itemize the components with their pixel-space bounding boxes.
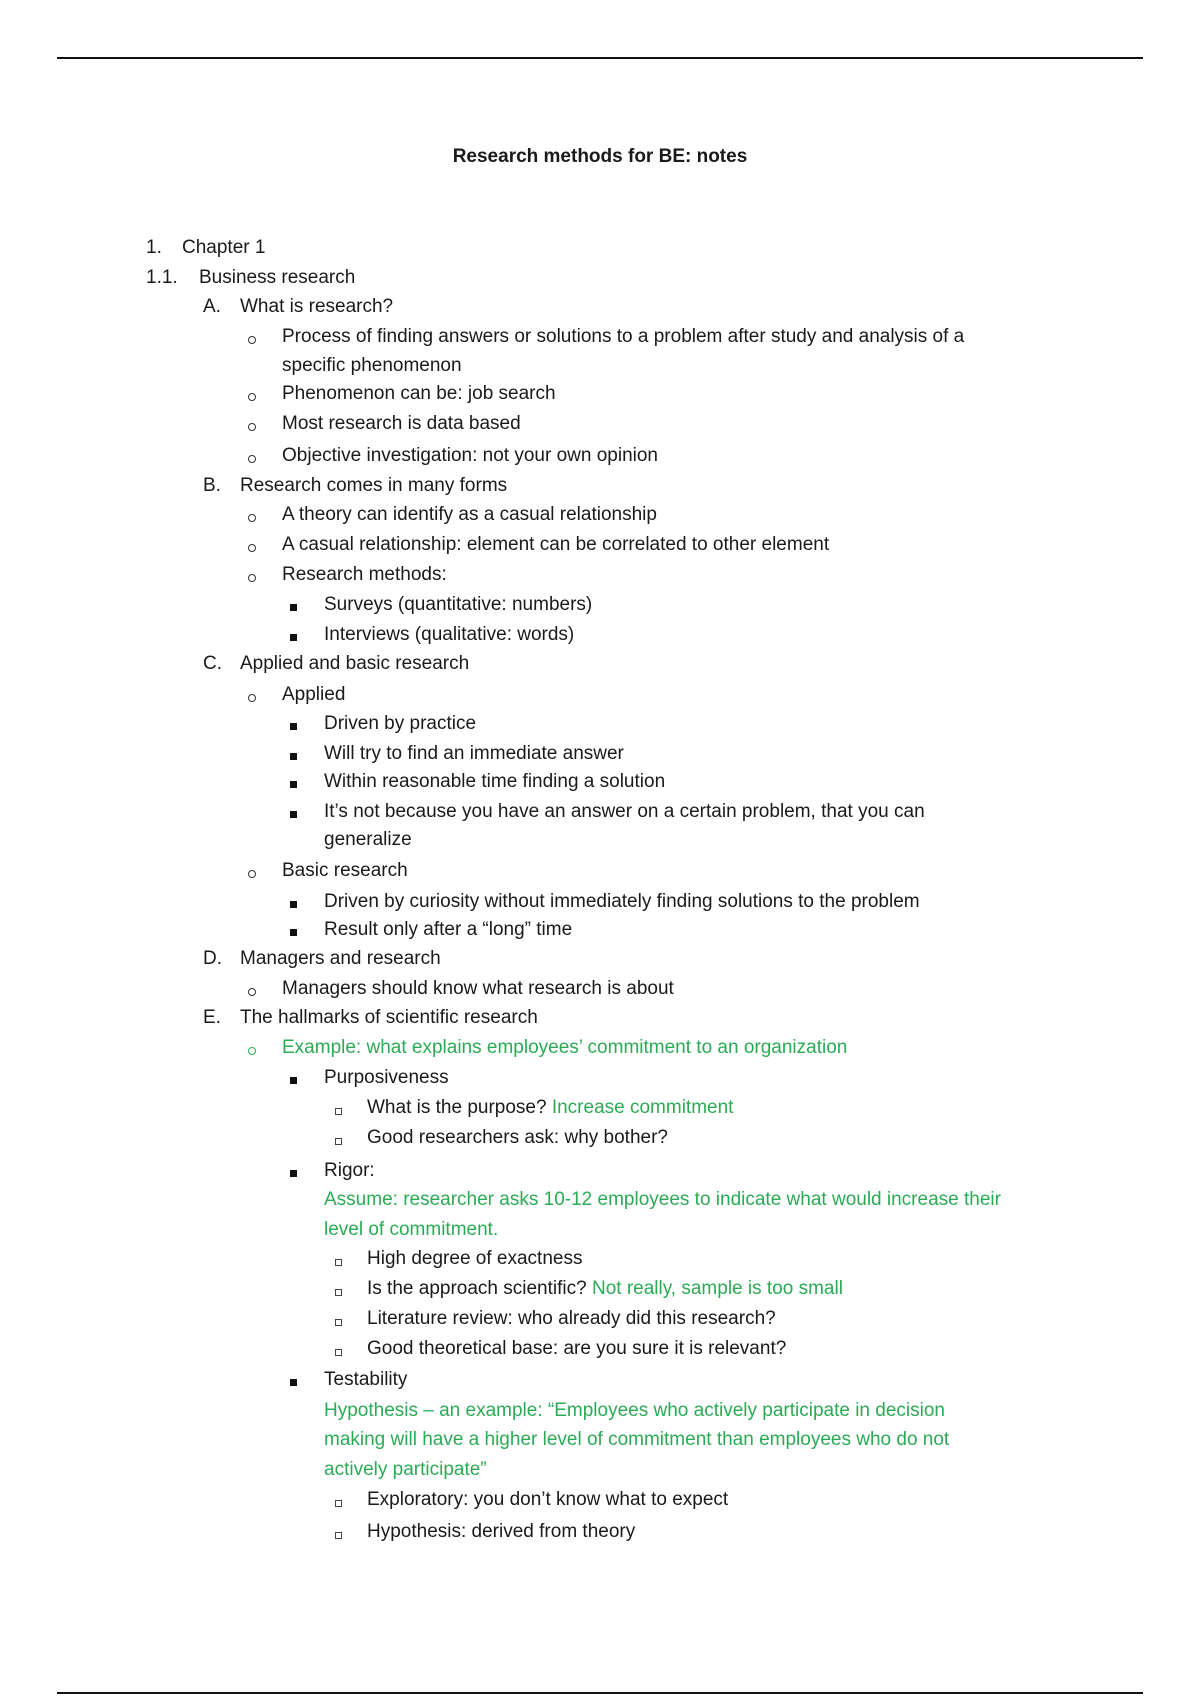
hollow-square-bullet-icon <box>335 1319 342 1326</box>
square-bullet-icon <box>290 1077 297 1084</box>
square-bullet-icon <box>290 634 297 641</box>
hypothesis-note-continued: making will have a higher level of commitment than employees who do not <box>324 1429 950 1450</box>
list-item: Managers should know what research is about <box>282 978 674 999</box>
answer-note: Not really, sample is too small <box>591 1278 843 1299</box>
assumption-note: Assume: researcher asks 10-12 employees to indicate what would increase their <box>324 1189 1001 1210</box>
square-bullet-icon <box>290 753 297 760</box>
list-item: Basic research <box>282 860 408 881</box>
detail-item: Good theoretical base: are you sure it is relevant? <box>367 1338 787 1359</box>
hollow-square-bullet-icon <box>335 1349 342 1356</box>
detail-item: Exploratory: you don’t know what to expect <box>367 1489 729 1510</box>
list-item: Most research is data based <box>282 413 521 434</box>
list-item: Research methods: <box>282 564 447 585</box>
example-note: Example: what explains employees’ commitment to an organization <box>282 1037 848 1058</box>
question-text: What is the purpose? <box>367 1097 547 1118</box>
hypothesis-note: Hypothesis – an example: “Employees who actively participate in decision <box>324 1400 945 1421</box>
heading-c: Applied and basic research <box>240 653 470 674</box>
square-bullet-icon <box>290 1379 297 1386</box>
detail-item: Hypothesis: derived from theory <box>367 1521 636 1542</box>
letter-e: E. <box>203 1007 221 1028</box>
square-bullet-icon <box>290 901 297 908</box>
square-bullet-icon <box>290 811 297 818</box>
detail-item: Good researchers ask: why bother? <box>367 1127 668 1148</box>
detail-item: Literature review: who already did this research? <box>367 1308 776 1329</box>
detail-item: High degree of exactness <box>367 1248 583 1269</box>
letter-a: A. <box>203 296 221 317</box>
hollow-square-bullet-icon <box>335 1500 342 1507</box>
question-text: Is the approach scientific? <box>367 1278 587 1299</box>
sub-list-item: Interviews (qualitative: words) <box>324 624 575 645</box>
hollow-square-bullet-icon <box>335 1138 342 1145</box>
circle-bullet-icon <box>248 988 256 996</box>
circle-bullet-icon <box>248 336 256 344</box>
list-item-continued: specific phenomenon <box>282 355 462 376</box>
circle-bullet-icon <box>248 455 256 463</box>
hollow-square-bullet-icon <box>335 1259 342 1266</box>
square-bullet-icon <box>290 929 297 936</box>
square-bullet-icon <box>290 781 297 788</box>
sub-list-item: Surveys (quantitative: numbers) <box>324 594 593 615</box>
list-item: Phenomenon can be: job search <box>282 383 556 404</box>
hollow-square-bullet-icon <box>335 1289 342 1296</box>
chapter-heading: Chapter 1 <box>182 237 266 258</box>
chapter-number: 1. <box>146 237 162 258</box>
hallmark-purposiveness: Purposiveness <box>324 1067 449 1088</box>
sub-list-item-continued: generalize <box>324 829 412 850</box>
circle-bullet-icon <box>248 393 256 401</box>
detail-item <box>367 1096 733 1120</box>
sub-list-item: Driven by practice <box>324 713 477 734</box>
circle-bullet-icon <box>248 870 256 878</box>
list-item: Objective investigation: not your own opinion <box>282 445 659 466</box>
sub-list-item: It’s not because you have an answer on a certain problem, that you can <box>324 801 925 822</box>
header-rule <box>57 57 1143 59</box>
hallmark-rigor: Rigor: <box>324 1160 375 1181</box>
circle-bullet-icon <box>248 514 256 522</box>
hollow-square-bullet-icon <box>335 1532 342 1539</box>
letter-d: D. <box>203 948 222 969</box>
list-item: Process of finding answers or solutions to a problem after study and analysis of a <box>282 326 965 347</box>
list-item: A theory can identify as a casual relationship <box>282 504 657 525</box>
hypothesis-note-continued: actively participate” <box>324 1459 487 1480</box>
sub-list-item: Driven by curiosity without immediately finding solutions to the problem <box>324 891 920 912</box>
sub-list-item: Will try to find an immediate answer <box>324 743 624 764</box>
list-item: A casual relationship: element can be correlated to other element <box>282 534 830 555</box>
list-item: Applied <box>282 684 346 705</box>
sub-list-item: Result only after a “long” time <box>324 919 573 940</box>
heading-e: The hallmarks of scientific research <box>240 1007 538 1028</box>
document-title: Research methods for BE: notes <box>452 146 748 167</box>
heading-a: What is research? <box>240 296 394 317</box>
section-heading: Business research <box>199 267 356 288</box>
heading-d: Managers and research <box>240 948 441 969</box>
hollow-square-bullet-icon <box>335 1108 342 1115</box>
sub-list-item: Within reasonable time finding a solution <box>324 771 666 792</box>
answer-note: Increase commitment <box>551 1097 734 1118</box>
circle-bullet-icon <box>248 1047 256 1055</box>
circle-bullet-icon <box>248 423 256 431</box>
footer-rule <box>57 1692 1143 1694</box>
letter-c: C. <box>203 653 222 674</box>
assumption-note-continued: level of commitment. <box>324 1219 499 1240</box>
letter-b: B. <box>203 475 221 496</box>
detail-item <box>367 1277 843 1301</box>
circle-bullet-icon <box>248 574 256 582</box>
section-number: 1.1. <box>146 267 178 288</box>
hallmark-testability: Testability <box>324 1369 408 1390</box>
circle-bullet-icon <box>248 544 256 552</box>
heading-b: Research comes in many forms <box>240 475 508 496</box>
circle-bullet-icon <box>248 694 256 702</box>
square-bullet-icon <box>290 604 297 611</box>
square-bullet-icon <box>290 1170 297 1177</box>
square-bullet-icon <box>290 723 297 730</box>
